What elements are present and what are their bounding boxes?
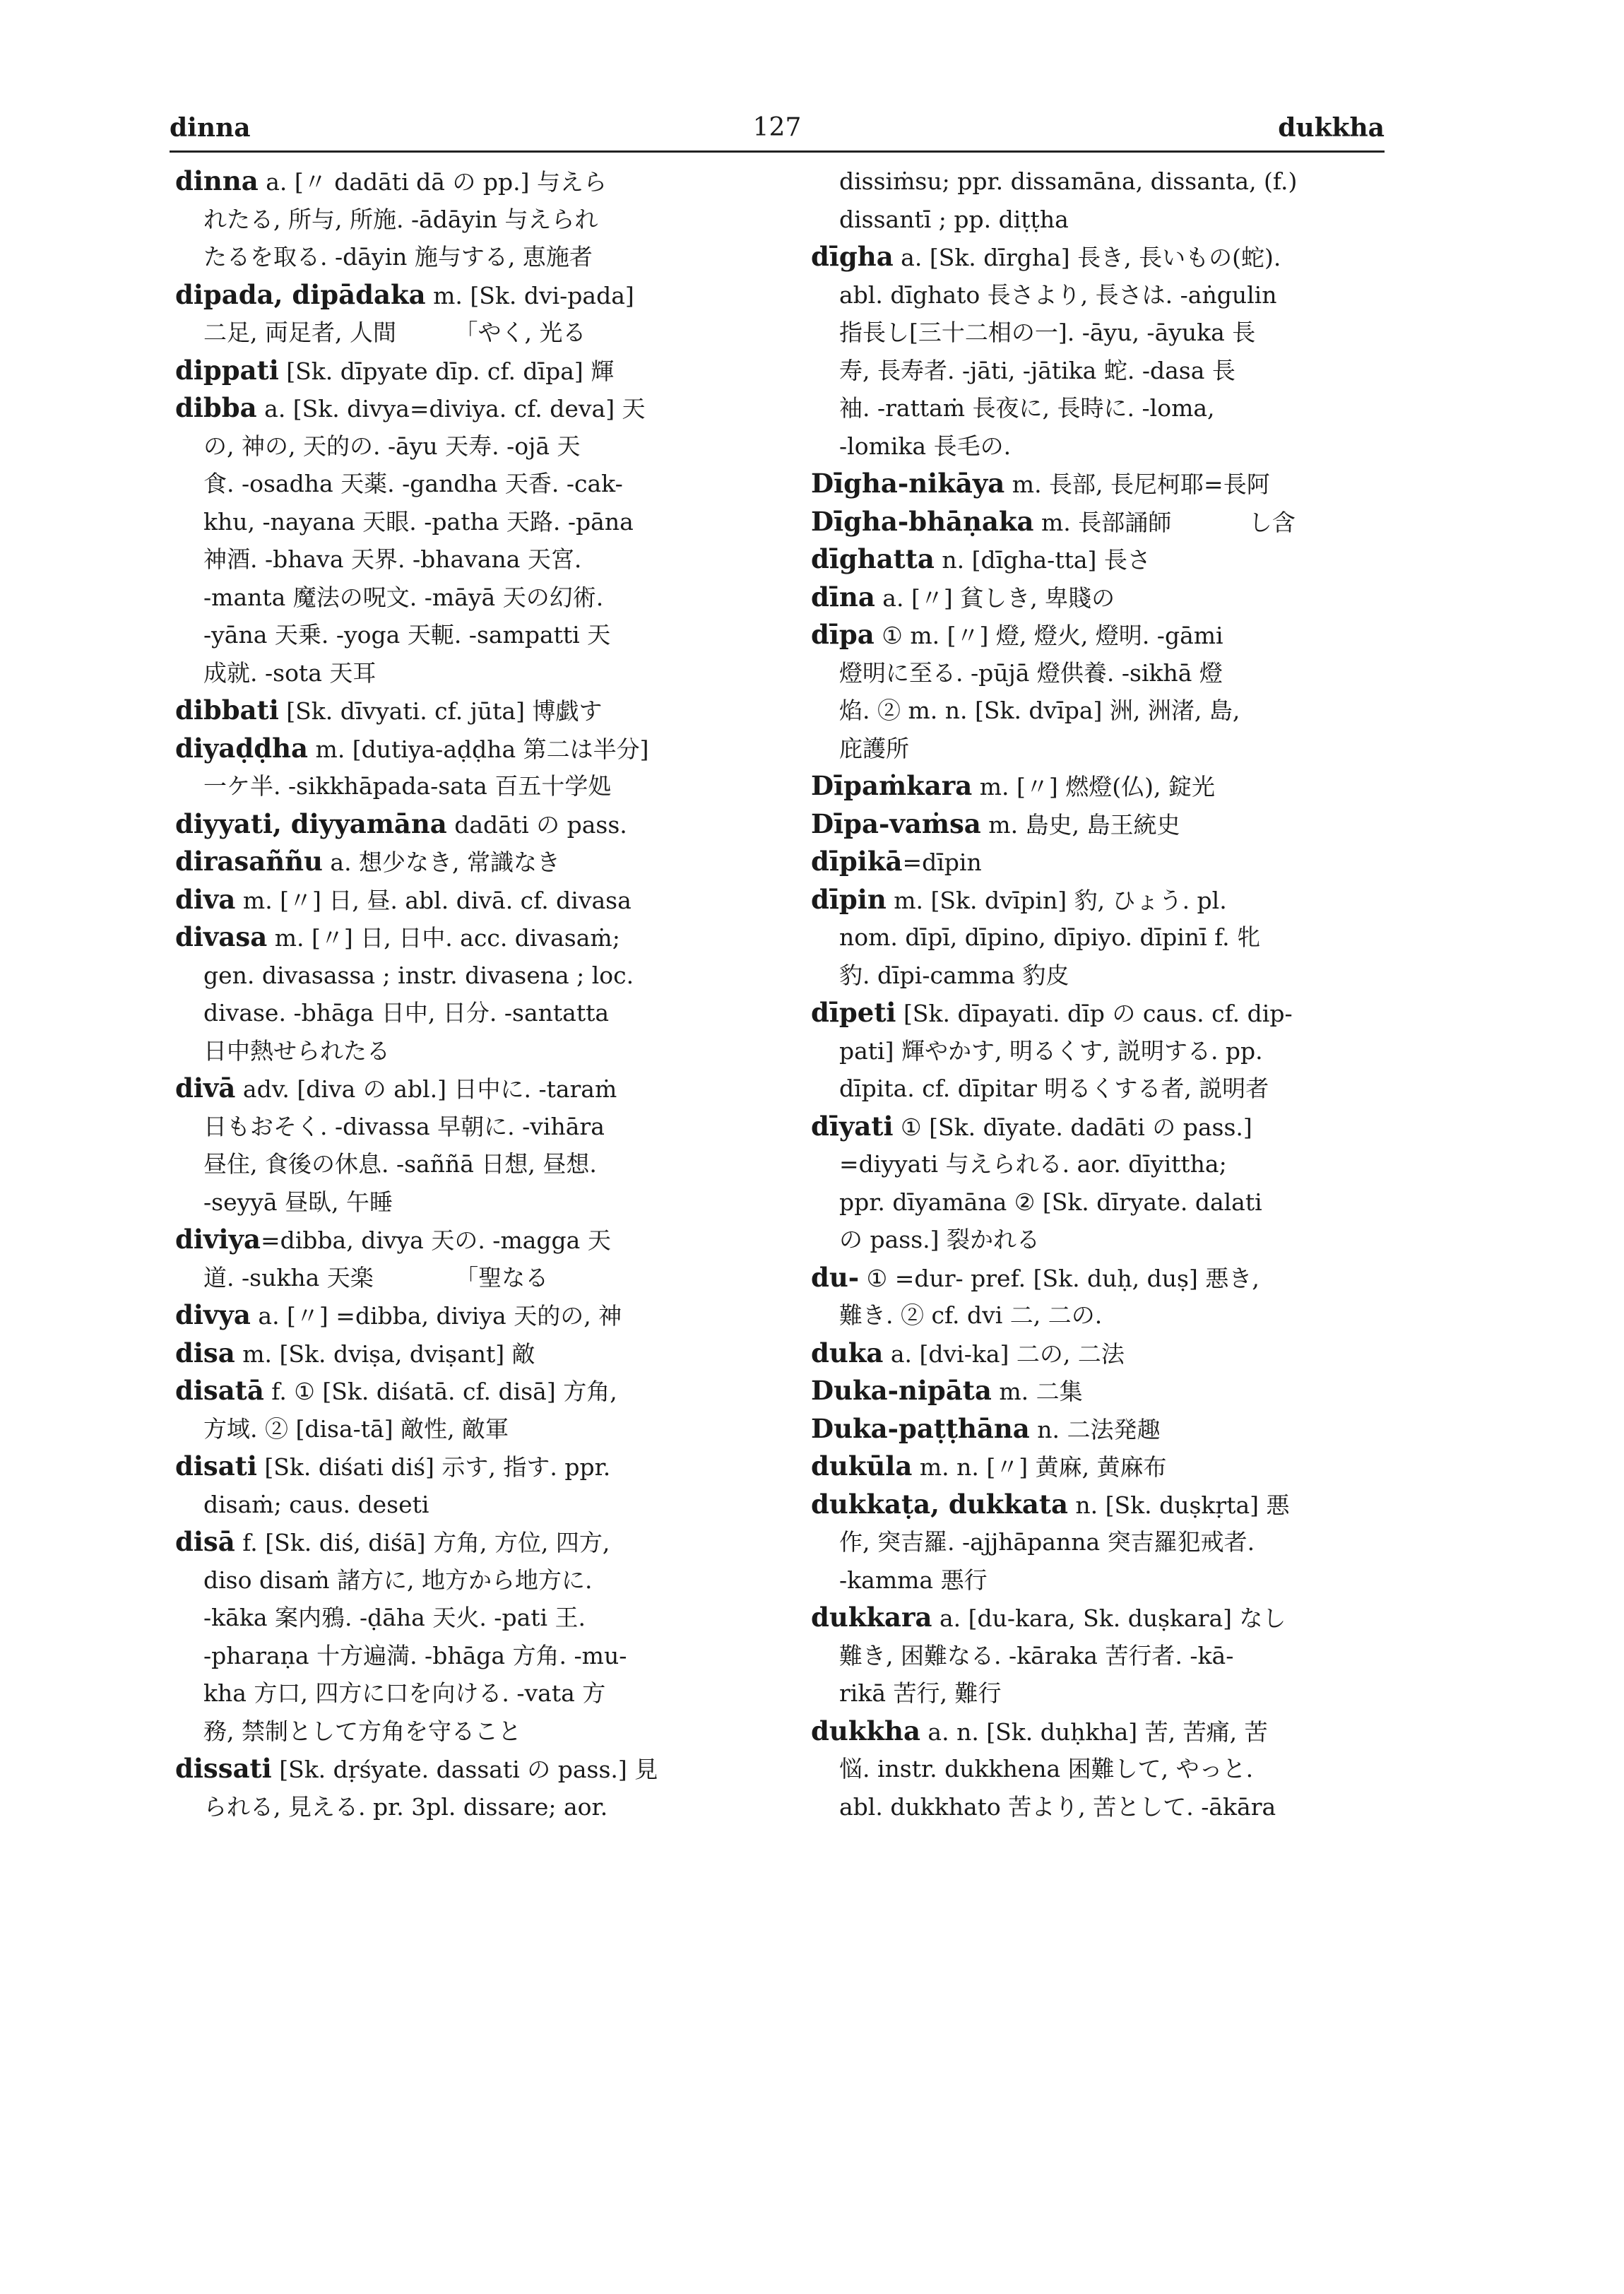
continuation-line: [175, 314, 769, 352]
entry-line: [811, 503, 1404, 541]
entry-line: [811, 238, 1404, 276]
definition-text: 寿, 長寿者. -jāti, -jātika 蛇. -dasa 長: [839, 356, 1235, 384]
entry-line: [175, 843, 769, 881]
continuation-line: [175, 1486, 769, 1524]
definition-text: m. n. [〃] 黄麻, 黄麻布: [912, 1453, 1167, 1481]
entry-line: [175, 352, 769, 390]
entry-line: [811, 1108, 1404, 1146]
definition-text: れたる, 所与, 所施. -ādāyin 与えられ: [203, 205, 598, 233]
continuation-line: [175, 616, 769, 654]
entry-line: [175, 1296, 769, 1335]
entry-line: [811, 1599, 1404, 1637]
continuation-line: [175, 767, 769, 805]
definition-text: a. [〃] =dibba, diviya 天的の, 神: [250, 1302, 622, 1330]
definition-text: pati] 輝やかす, 明るくす, 説明する. pp.: [839, 1036, 1263, 1065]
definition-text: a. [〃 dadāti dā の pp.] 与えら: [258, 168, 607, 196]
entry-line: [811, 767, 1404, 805]
entry-line: [811, 1713, 1404, 1751]
continuation-line: [175, 1145, 769, 1183]
headword: divya: [175, 1299, 251, 1330]
continuation-line: [175, 1674, 769, 1713]
right-column: [811, 162, 1404, 1826]
definition-text: 難き. ② cf. dvi 二, 二の.: [839, 1301, 1103, 1329]
definition-text: gen. divasassa ; instr. divasena ; loc.: [203, 961, 634, 989]
entry-line: [811, 465, 1404, 503]
entry-line: [175, 1523, 769, 1561]
headword: dīyati: [811, 1110, 894, 1142]
continuation-line: [811, 1674, 1404, 1713]
headword: disā: [175, 1526, 235, 1557]
header-rule: [170, 150, 1385, 153]
entry-line: [175, 1070, 769, 1108]
definition-text: m. [〃] 日, 日中. acc. divasaṁ;: [267, 924, 620, 952]
definition-text: ① [Sk. dīyate. dadāti の pass.]: [893, 1113, 1252, 1141]
definition-text: dissantī ; pp. diṭṭha: [839, 205, 1069, 233]
page-number: 127: [752, 113, 802, 142]
headword: dukūla: [811, 1450, 913, 1482]
continuation-line: [811, 389, 1404, 427]
definition-text: ppr. dīyamāna ② [Sk. dīryate. dalati: [839, 1188, 1262, 1216]
definition-text: m. 長部, 長尼柯耶=長阿: [1004, 471, 1270, 498]
left-column: [175, 162, 769, 1826]
headword: du-: [811, 1261, 860, 1293]
continuation-line: [175, 238, 769, 276]
definition-text: 成就. -sota 天耳: [203, 658, 377, 687]
continuation-line: [811, 1637, 1404, 1675]
definition-text: a. [dvi-ka] 二の, 二法: [883, 1340, 1125, 1368]
headword: dukkaṭa, dukkata: [811, 1488, 1068, 1520]
entry-line: [175, 1335, 769, 1373]
headword: dīpin: [811, 883, 887, 915]
definition-text: 袖. -rattaṁ 長夜に, 長時に. -loma,: [839, 394, 1215, 422]
continuation-line: [811, 1070, 1404, 1108]
definition-text: a. n. [Sk. duḥkha] 苦, 苦痛, 苦: [920, 1717, 1268, 1746]
continuation-line: [811, 162, 1404, 201]
continuation-line: [811, 201, 1404, 239]
definition-text: abl. dukkhato 苦より, 苦として. -ākāra: [839, 1792, 1276, 1821]
definition-text: の pass.] 裂かれる: [839, 1226, 1041, 1253]
entry-line: [811, 1486, 1404, 1524]
headword: Dīgha-bhāṇaka: [811, 505, 1034, 537]
continuation-line: [175, 1561, 769, 1600]
definition-text: m. 二集: [991, 1378, 1083, 1405]
definition-text: -kāka 案内鴉. -ḍāha 天火. -pati 王.: [203, 1604, 586, 1631]
continuation-line: [175, 1713, 769, 1751]
definition-text: rikā 苦行, 難行: [839, 1679, 1002, 1707]
continuation-line: [811, 427, 1404, 466]
entry-line: [811, 881, 1404, 919]
entry-line: [811, 1448, 1404, 1486]
entry-line: [175, 805, 769, 844]
left-guide-word: dinna: [170, 113, 251, 143]
entry-line: [175, 1372, 769, 1410]
headword: dippati: [175, 354, 279, 386]
definition-text: m. [〃] 日, 昼. abl. divā. cf. divasa: [235, 886, 632, 914]
continuation-line: [811, 1221, 1404, 1259]
continuation-line: [811, 918, 1404, 957]
definition-text: adv. [diva の abl.] 日中に. -taraṁ: [235, 1075, 617, 1103]
definition-text: られる, 見える. pr. 3pl. dissare; aor.: [203, 1792, 608, 1821]
definition-text: kha 方口, 四方に口を向ける. -vata 方: [203, 1679, 606, 1707]
continuation-line: [811, 957, 1404, 995]
headword: dīna: [811, 581, 875, 613]
continuation-line: [175, 994, 769, 1032]
entry-line: [175, 1221, 769, 1259]
definition-text: m. [Sk. dvi-pada]: [425, 281, 634, 309]
continuation-line: [811, 1145, 1404, 1183]
definition-text: m. [dutiya-aḍḍha 第二は半分]: [308, 735, 649, 763]
headword: duka: [811, 1337, 884, 1368]
headword: disati: [175, 1450, 257, 1482]
definition-text: diso disaṁ 諸方に, 地方から地方に.: [203, 1566, 593, 1594]
definition-text: dadāti の pass.: [446, 810, 627, 839]
continuation-line: [811, 1032, 1404, 1070]
definition-text: 燈明に至る. -pūjā 燈供養. -sikhā 燈: [839, 658, 1223, 687]
entry-line: [175, 730, 769, 768]
definition-text: f. ① [Sk. diśatā. cf. disā] 方角,: [263, 1378, 617, 1405]
right-guide-word: dukkha: [1278, 113, 1385, 143]
definition-text: -pharaṇa 十方遍満. -bhāga 方角. -mu-: [203, 1641, 627, 1669]
continuation-line: [811, 1523, 1404, 1561]
entry-line: [175, 276, 769, 314]
definition-text: a. [du-kara, Sk. duṣkara] なし: [932, 1604, 1286, 1632]
continuation-line: [175, 1183, 769, 1222]
definition-text: 焰. ② m. n. [Sk. dvīpa] 洲, 洲渚, 島,: [839, 697, 1240, 724]
definition-text: [Sk. diśati diś] 示す, 指す. ppr.: [256, 1453, 611, 1481]
continuation-line: [175, 540, 769, 579]
definition-text: 悩. instr. dukkhena 困難して, やっと.: [839, 1755, 1254, 1782]
headword: dukkha: [811, 1715, 920, 1746]
headword: dukkara: [811, 1602, 932, 1633]
definition-text: f. [Sk. diś, diśā] 方角, 方位, 四方,: [235, 1529, 610, 1556]
definition-text: m. [Sk. dvīpin] 豹, ひょう. pl.: [886, 886, 1227, 914]
definition-text: a. [Sk. divya=diviya. cf. deva] 天: [256, 395, 646, 422]
continuation-line: [811, 1183, 1404, 1222]
definition-text: [Sk. dīpayati. dīp の caus. cf. dip-: [896, 1000, 1293, 1027]
continuation-line: [811, 1296, 1404, 1335]
definition-text: dissiṁsu; ppr. dissamāna, dissanta, (f.): [839, 167, 1298, 195]
definition-text: m. [〃] 燃燈(仏), 錠光: [972, 773, 1215, 800]
definition-text: -manta 魔法の呪文. -māyā 天の幻術.: [203, 583, 604, 611]
definition-text: disaṁ; caus. deseti: [203, 1490, 429, 1518]
continuation-line: [811, 692, 1404, 730]
definition-text: の, 神の, 天的の. -āyu 天寿. -ojā 天: [203, 432, 581, 460]
entry-line: [811, 1372, 1404, 1410]
headword: dipada, dipādaka: [175, 278, 426, 310]
headword: dibba: [175, 392, 257, 423]
continuation-line: [175, 957, 769, 995]
definition-text: 難き, 困難なる. -kāraka 苦行者. -kā-: [839, 1641, 1234, 1669]
continuation-line: [811, 314, 1404, 352]
definition-text: 神酒. -bhava 天界. -bhavana 天宮.: [203, 545, 582, 573]
definition-text: khu, -nayana 天眼. -patha 天路. -pāna: [203, 507, 634, 536]
definition-text: divase. -bhāga 日中, 日分. -santatta: [203, 999, 610, 1027]
continuation-line: [175, 427, 769, 466]
headword: Duka-nipāta: [811, 1375, 992, 1406]
continuation-line: [811, 352, 1404, 390]
definition-text: ① =dur- pref. [Sk. duḥ, duṣ] 悪き,: [859, 1264, 1260, 1292]
definition-text: ① m. [〃] 燈, 燈火, 燈明. -gāmi: [874, 622, 1223, 649]
entry-line: [175, 692, 769, 730]
continuation-line: [811, 276, 1404, 314]
headword: dissati: [175, 1753, 272, 1784]
definition-text: =dīpin: [902, 849, 982, 876]
continuation-line: [811, 1788, 1404, 1826]
entry-line: [175, 389, 769, 427]
entry-line: [175, 162, 769, 201]
entry-line: [811, 1410, 1404, 1448]
definition-text: m. [Sk. dviṣa, dviṣant] 敵: [235, 1340, 535, 1368]
continuation-line: [175, 1410, 769, 1448]
running-header: [170, 113, 1385, 155]
definition-text: a. [〃] 貧しき, 卑賤の: [875, 584, 1115, 612]
headword: dīpikā: [811, 846, 903, 877]
definition-text: [Sk. dīpyate dīp. cf. dīpa] 輝: [278, 357, 615, 385]
definition-text: たるを取る. -dāyin 施与する, 恵施者: [203, 243, 593, 271]
entry-line: [175, 881, 769, 919]
entry-line: [811, 805, 1404, 844]
definition-text: =dibba, divya 天の. -magga 天: [260, 1226, 611, 1254]
continuation-line: [175, 1259, 769, 1297]
headword: diyaḍḍha: [175, 732, 309, 764]
definition-text: -lomika 長毛の.: [839, 432, 1012, 460]
headword: dirasaññu: [175, 846, 323, 877]
headword: disa: [175, 1337, 235, 1368]
definition-text: dīpita. cf. dīpitar 明るくする者, 説明者: [839, 1075, 1269, 1102]
continuation-line: [811, 654, 1404, 692]
headword: Dīgha-nikāya: [811, 468, 1005, 499]
continuation-line: [175, 465, 769, 503]
headword: disatā: [175, 1375, 264, 1406]
headword: dīghatta: [811, 543, 935, 574]
definition-text: n. [Sk. duṣkṛta] 悪: [1067, 1491, 1290, 1519]
definition-text: 昼住, 食後の休息. -saññā 日想, 昼想.: [203, 1150, 597, 1178]
definition-text: 日もおそく. -divassa 早朝に. -vihāra: [203, 1112, 605, 1140]
definition-text: m. 長部誦師 し含: [1033, 508, 1296, 536]
definition-text: nom. dīpī, dīpino, dīpiyo. dīpinī f. 牝: [839, 923, 1261, 951]
headword: Dīpa-vaṁsa: [811, 808, 981, 839]
headword: dibbati: [175, 694, 279, 726]
definition-text: 作, 突吉羅. -ajjhāpanna 突吉羅犯戒者.: [839, 1528, 1255, 1556]
definition-text: 二足, 両足者, 人間 「やく, 光る: [203, 319, 586, 346]
definition-text: [Sk. dṛśyate. dassati の pass.] 見: [271, 1756, 658, 1783]
entry-line: [811, 1335, 1404, 1373]
continuation-line: [175, 201, 769, 239]
definition-text: =diyyati 与えられる. aor. dīyittha;: [839, 1150, 1227, 1178]
definition-text: -seyyā 昼臥, 午睡: [203, 1188, 393, 1216]
entry-line: [811, 994, 1404, 1032]
definition-text: 一ケ半. -sikkhāpada-sata 百五十学処: [203, 772, 612, 800]
definition-text: n. 二法発趣: [1029, 1415, 1161, 1443]
definition-text: [Sk. dīvyati. cf. jūta] 博戯す: [278, 697, 603, 725]
definition-text: 務, 禁制として方角を守ること: [203, 1717, 521, 1745]
continuation-line: [175, 1599, 769, 1637]
entry-line: [811, 843, 1404, 881]
headword: divasa: [175, 921, 268, 952]
entry-line: [175, 918, 769, 957]
continuation-line: [175, 1108, 769, 1146]
entry-line: [175, 1448, 769, 1486]
headword: diyyati, diyyamāna: [175, 808, 447, 839]
definition-text: -kamma 悪行: [839, 1566, 988, 1594]
continuation-line: [175, 1637, 769, 1675]
definition-text: 庇護所: [839, 734, 909, 762]
continuation-line: [811, 730, 1404, 768]
continuation-line: [175, 654, 769, 692]
headword: diva: [175, 883, 236, 915]
continuation-line: [175, 579, 769, 617]
definition-text: -yāna 天乗. -yoga 天軛. -sampatti 天: [203, 621, 611, 649]
definition-text: m. 島史, 島王統史: [980, 810, 1180, 839]
entry-line: [811, 616, 1404, 654]
entry-line: [811, 540, 1404, 579]
entry-line: [811, 579, 1404, 617]
continuation-line: [811, 1561, 1404, 1600]
headword: diviya: [175, 1224, 261, 1255]
definition-text: 方域. ② [disa-tā] 敵性, 敵軍: [203, 1414, 509, 1443]
definition-text: 道. -sukha 天楽 「聖なる: [203, 1263, 549, 1291]
definition-text: 食. -osadha 天薬. -gandha 天香. -cak-: [203, 470, 623, 497]
headword: dīpa: [811, 619, 875, 650]
continuation-line: [175, 503, 769, 541]
headword: dinna: [175, 165, 259, 196]
definition-text: 日中熱せられたる: [203, 1036, 390, 1065]
definition-text: n. [dīgha-tta] 長さ: [934, 546, 1151, 574]
headword: divā: [175, 1072, 236, 1104]
entry-line: [175, 1750, 769, 1788]
continuation-line: [811, 1750, 1404, 1788]
headword: Duka-paṭṭhāna: [811, 1412, 1030, 1444]
headword: dīgha: [811, 241, 894, 272]
definition-text: a. 想少なき, 常識なき: [322, 849, 561, 876]
continuation-line: [175, 1788, 769, 1826]
continuation-line: [175, 1032, 769, 1070]
definition-text: abl. dīghato 長さより, 長さは. -aṅgulin: [839, 280, 1277, 309]
definition-text: a. [Sk. dīrgha] 長き, 長いもの(蛇).: [893, 244, 1281, 271]
headword: Dīpaṁkara: [811, 770, 973, 801]
definition-text: 指長し[三十二相の一]. -āyu, -āyuka 長: [839, 319, 1256, 346]
entry-line: [811, 1259, 1404, 1297]
definition-text: 豹. dīpi-camma 豹皮: [839, 961, 1069, 989]
headword: dīpeti: [811, 997, 896, 1028]
